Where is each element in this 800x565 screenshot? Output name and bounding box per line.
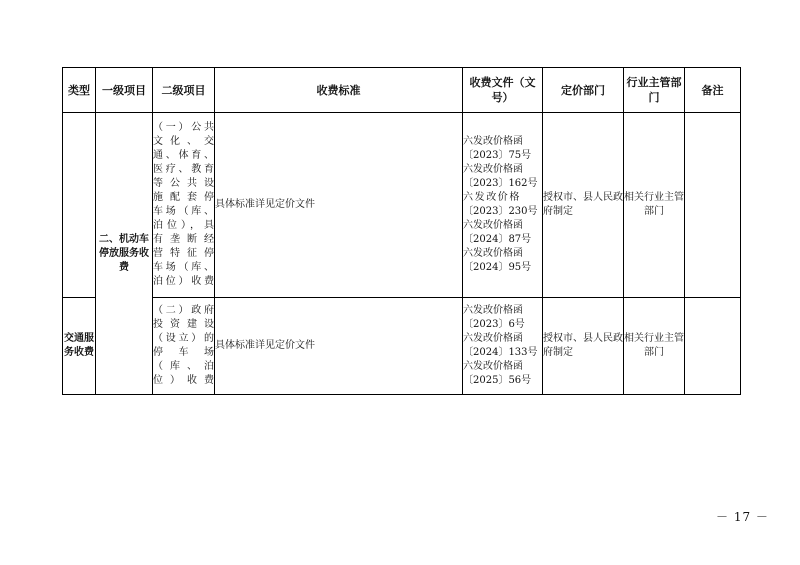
table-row (63, 113, 741, 298)
header-pricing-dept: 定价部门 (543, 68, 624, 113)
industry-dept-cell: 相关行业主管部门 (624, 298, 685, 395)
remarks-cell (685, 298, 741, 395)
fee-doc-cell: 六发改价格函 〔2023〕6号 六发改价格函 〔2024〕133号 六发改价格函 〔2025〕56号 (463, 298, 543, 395)
header-level2: 二级项目 (153, 68, 215, 113)
standard-cell: 具体标准详见定价文件 (215, 298, 463, 395)
fee-doc-cell: 六发改价格函 〔2023〕75号 六发改价格函 〔2023〕162号 六发改价格 〔2023〕230号 六发改价格函 〔2024〕87号 六发改价格函 〔2024〕95号 (463, 113, 543, 298)
standard-cell: 具体标准详见定价文件 (215, 113, 463, 298)
pricing-dept-cell: 授权市、县人民政府制定 (543, 298, 624, 395)
type-cell: 交通服务收费 (63, 298, 96, 395)
fee-table (62, 67, 741, 395)
level2-cell: （二）政府 投资建设 （设立）的 停车场 （库、泊 位）收费 (153, 298, 215, 395)
level2-cell: （一）公共 文化、交 通、体育、 医疗、教育 等公共设 施配套停 车场（库、 泊位），具 有垄断经 营特征停 车场（库、 泊位）收费 (153, 113, 215, 298)
header-industry-dept: 行业主管部门 (624, 68, 685, 113)
remarks-cell (685, 113, 741, 298)
page-number: － 17 － (716, 510, 769, 524)
level1-cell: 二、机动车停放服务收费 (96, 113, 153, 395)
header-fee-doc: 收费文件（文号） (463, 68, 543, 113)
header-standard: 收费标准 (215, 68, 463, 113)
pricing-dept-cell: 授权市、县人民政府制定 (543, 113, 624, 298)
table-row (63, 298, 741, 395)
type-cell-top (63, 113, 96, 298)
industry-dept-cell: 相关行业主管部门 (624, 113, 685, 298)
header-type: 类型 (63, 68, 96, 113)
table-header-row (63, 68, 741, 113)
header-level1: 一级项目 (96, 68, 153, 113)
header-remarks: 备注 (685, 68, 741, 113)
